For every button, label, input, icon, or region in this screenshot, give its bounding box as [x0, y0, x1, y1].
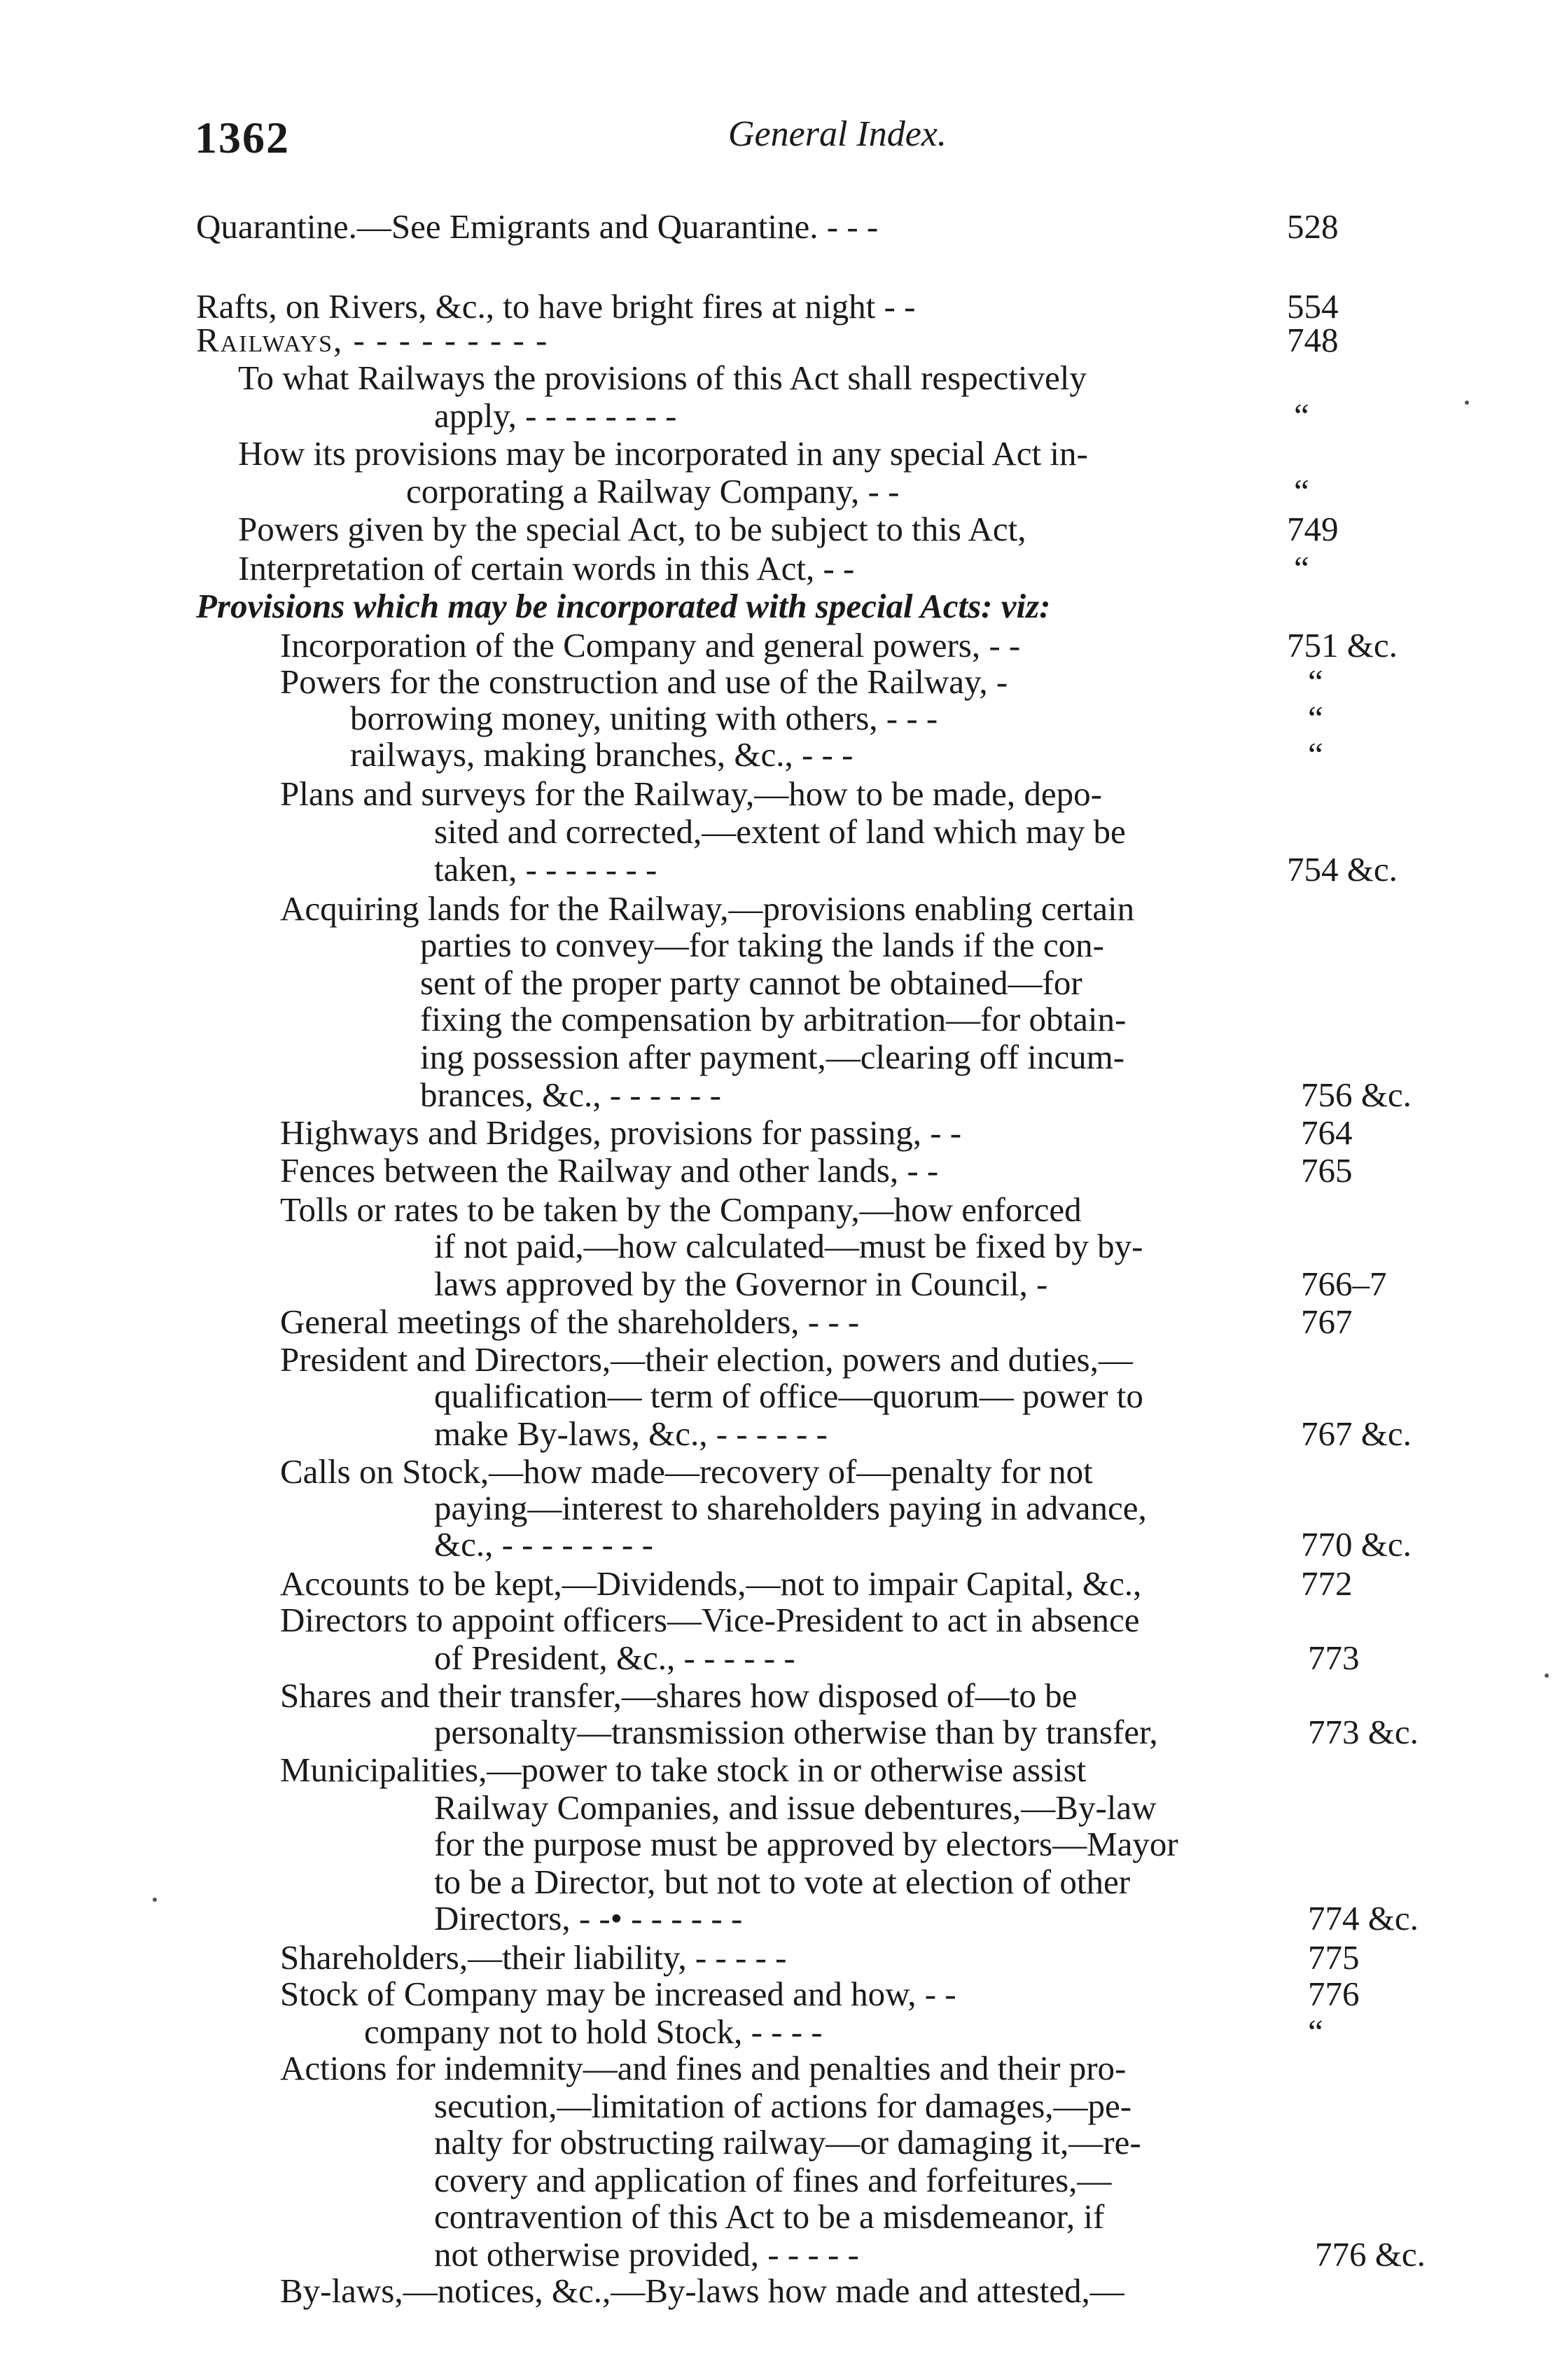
entry-page-ref: “ [1308, 699, 1323, 737]
index-entry [0, 1938, 1553, 1977]
entry-page-ref: 776 [1308, 1975, 1360, 2013]
entry-text: covery and application of fines and forfeitures,— [434, 2161, 1112, 2199]
index-entry [0, 510, 1553, 548]
index-entry [0, 1414, 1553, 1453]
index-entry [0, 2271, 1553, 2310]
entry-page-ref: 766–7 [1301, 1265, 1387, 1303]
entry-page-ref: 767 [1301, 1302, 1353, 1341]
entry-text: Accounts to be kept,—Dividends,—not to impair Capital, &c., [280, 1564, 1142, 1603]
entry-text: Directors to appoint officers—Vice-President to act in absence [280, 1601, 1140, 1639]
entry-text: make By-laws, &c., - - - - - - [434, 1414, 828, 1453]
entry-page-ref: 764 [1301, 1113, 1353, 1152]
index-entry [0, 2197, 1553, 2236]
entry-text: if not paid,—how calculated—must be fixed by by- [434, 1227, 1143, 1265]
entry-page-ref: 767 &c. [1301, 1414, 1412, 1453]
entry-text: contravention of this Act to be a misdemeanor, if [434, 2197, 1105, 2236]
index-entry [0, 472, 1553, 510]
index-entry [0, 1751, 1553, 1789]
entry-text: sent of the proper party cannot be obtained—for [420, 963, 1082, 1002]
entry-text: Municipalities,—power to take stock in or otherwise assist [280, 1751, 1087, 1789]
entry-text: Fences between the Railway and other lands, - - [280, 1151, 939, 1190]
index-entry [0, 812, 1553, 851]
index-entry [0, 1452, 1553, 1491]
entry-text: Railways, - - - - - - - - - [196, 321, 549, 359]
index-entry [0, 549, 1553, 587]
entry-text: secution,—limitation of actions for damages,—pe- [434, 2087, 1132, 2125]
entry-text: Incorporation of the Company and general powers, - - [280, 626, 1021, 664]
index-entry [0, 587, 1553, 625]
entry-page-ref: “ [1294, 396, 1309, 435]
index-entry [0, 434, 1553, 473]
entry-text: Calls on Stock,—how made—recovery of—penalty for not [280, 1452, 1093, 1491]
index-entry [0, 662, 1553, 701]
entry-text: Highways and Bridges, provisions for passing, - - [280, 1113, 962, 1152]
entry-text: laws approved by the Governor in Council, - [434, 1265, 1048, 1303]
entry-text: of President, &c., - - - - - - [434, 1638, 795, 1677]
entry-text: Shareholders,—their liability, - - - - - [280, 1938, 787, 1977]
index-entry [0, 1151, 1553, 1190]
entry-text: brances, &c., - - - - - - [420, 1076, 721, 1114]
index-entry [0, 626, 1553, 664]
index-entry [0, 1265, 1553, 1303]
entry-page-ref: “ [1294, 549, 1309, 587]
speck [153, 1898, 157, 1902]
index-entry [0, 1899, 1553, 1937]
entry-text: Powers given by the special Act, to be subject to this Act, [238, 510, 1026, 548]
entry-page-ref: 748 [1287, 321, 1339, 359]
index-entry [0, 321, 1553, 359]
entry-text: Plans and surveys for the Railway,—how to be made, depo- [280, 774, 1102, 813]
index-entry [0, 207, 1553, 246]
index-entry [0, 1000, 1553, 1038]
entry-text: Directors, - -• - - - - - - [434, 1899, 743, 1937]
index-entry [0, 2087, 1553, 2125]
index-entry [0, 1638, 1553, 1677]
index-entry [0, 1113, 1553, 1152]
index-entry [0, 359, 1553, 397]
index-entry [0, 1340, 1553, 1379]
entry-page-ref: “ [1308, 2012, 1323, 2051]
entry-text: How its provisions may be incorporated in any special Act in- [238, 434, 1088, 473]
entry-page-ref: 751 &c. [1287, 626, 1398, 664]
entry-page-ref: 756 &c. [1301, 1076, 1412, 1114]
speck [1465, 401, 1469, 405]
entry-text: Quarantine.—See Emigrants and Quarantine. - - - [196, 207, 879, 246]
entry-page-ref: 774 &c. [1308, 1899, 1419, 1937]
running-head: General Index. [728, 114, 947, 154]
entry-page-ref: 770 &c. [1301, 1525, 1412, 1564]
entry-text: Stock of Company may be increased and how, - - [280, 1975, 956, 2013]
index-entry [0, 1302, 1553, 1341]
entry-text: not otherwise provided, - - - - - [434, 2235, 859, 2274]
index-entry [0, 287, 1553, 326]
entry-text: parties to convey—for taking the lands if the con- [420, 926, 1104, 964]
index-entry [0, 1564, 1553, 1603]
index-entry [0, 396, 1553, 435]
index-entry [0, 1788, 1553, 1827]
entry-page-ref: 754 &c. [1287, 850, 1398, 889]
entry-text: apply, - - - - - - - - [434, 396, 677, 435]
entry-text: for the purpose must be approved by electors—Mayor [434, 1825, 1178, 1863]
page-number: 1362 [195, 113, 290, 162]
entry-page-ref: 775 [1308, 1938, 1360, 1977]
entry-text: railways, making branches, &c., - - - [350, 735, 854, 774]
index-entry [0, 1601, 1553, 1639]
entry-text: sited and corrected,—extent of land which may be [434, 812, 1126, 851]
entry-text: personalty—transmission otherwise than by transfer, [434, 1713, 1158, 1751]
entry-text: paying—interest to shareholders paying in advance, [434, 1489, 1147, 1527]
index-entry [0, 1713, 1553, 1751]
entry-text: ing possession after payment,—clearing off incum- [420, 1038, 1125, 1076]
entry-text: Actions for indemnity—and fines and penalties and their pro- [280, 2049, 1127, 2087]
entry-text: nalty for obstructing railway—or damaging it,—re- [434, 2123, 1141, 2162]
index-entry [0, 2235, 1553, 2274]
entry-text: By-laws,—notices, &c.,—By-laws how made and attested,— [280, 2271, 1124, 2310]
entry-text: Rafts, on Rivers, &c., to have bright fires at night - - [196, 287, 916, 326]
entry-text: Powers for the construction and use of the Railway, - [280, 662, 1008, 701]
entry-page-ref: 749 [1287, 510, 1339, 548]
entry-text: Shares and their transfer,—shares how disposed of—to be [280, 1676, 1078, 1715]
index-entry [0, 926, 1553, 964]
index-entry [0, 1076, 1553, 1114]
entry-text: Tolls or rates to be taken by the Company,—how enforced [280, 1190, 1082, 1229]
index-entry [0, 2049, 1553, 2087]
index-entry [0, 850, 1553, 889]
entry-page-ref: 528 [1287, 207, 1339, 246]
entry-text: to be a Director, but not to vote at election of other [434, 1863, 1131, 1901]
index-entry [0, 2161, 1553, 2199]
entry-text: General meetings of the shareholders, - - - [280, 1302, 860, 1341]
speck [1545, 1673, 1549, 1678]
index-entry [0, 1377, 1553, 1415]
entry-page-ref: 776 &c. [1315, 2235, 1426, 2274]
entry-text: borrowing money, uniting with others, - - - [350, 699, 938, 737]
index-entry [0, 699, 1553, 737]
index-entry [0, 889, 1553, 928]
entry-page-ref: “ [1308, 662, 1323, 701]
index-entry [0, 1489, 1553, 1527]
index-entry [0, 2012, 1553, 2051]
entry-page-ref: 773 &c. [1308, 1713, 1419, 1751]
entry-page-ref: 773 [1308, 1638, 1360, 1677]
index-entry [0, 1676, 1553, 1715]
index-entry [0, 1038, 1553, 1076]
entry-text: President and Directors,—their election, powers and duties,— [280, 1340, 1133, 1379]
entry-text: &c., - - - - - - - - [434, 1525, 653, 1564]
entry-page-ref: 765 [1301, 1151, 1353, 1190]
index-entry [0, 774, 1553, 813]
index-entry [0, 2123, 1553, 2162]
entry-page-ref: 772 [1301, 1564, 1353, 1603]
index-entry [0, 963, 1553, 1002]
entry-text: Acquiring lands for the Railway,—provisions enabling certain [280, 889, 1135, 928]
index-entry [0, 1227, 1553, 1265]
entry-text: fixing the compensation by arbitration—for obtain- [420, 1000, 1127, 1038]
entry-text: corporating a Railway Company, - - [406, 472, 900, 510]
entry-page-ref: 554 [1287, 287, 1339, 326]
index-entry [0, 1825, 1553, 1863]
index-entry [0, 1863, 1553, 1901]
entry-text: qualification— term of office—quorum— power to [434, 1377, 1143, 1415]
index-entry [0, 735, 1553, 774]
entry-text: Railway Companies, and issue debentures,—By-law [434, 1788, 1157, 1827]
entry-text: Provisions which may be incorporated with special Acts: viz: [196, 587, 1051, 625]
entry-page-ref: “ [1294, 472, 1309, 510]
entry-text: taken, - - - - - - - [434, 850, 657, 889]
index-entry [0, 1525, 1553, 1564]
index-entry [0, 1190, 1553, 1229]
entry-text: To what Railways the provisions of this Act shall respectively [238, 359, 1087, 397]
entry-page-ref: “ [1308, 735, 1323, 774]
entry-text: Interpretation of certain words in this Act, - - [238, 549, 855, 587]
index-entry [0, 1975, 1553, 2013]
entry-text: company not to hold Stock, - - - - [364, 2012, 823, 2051]
